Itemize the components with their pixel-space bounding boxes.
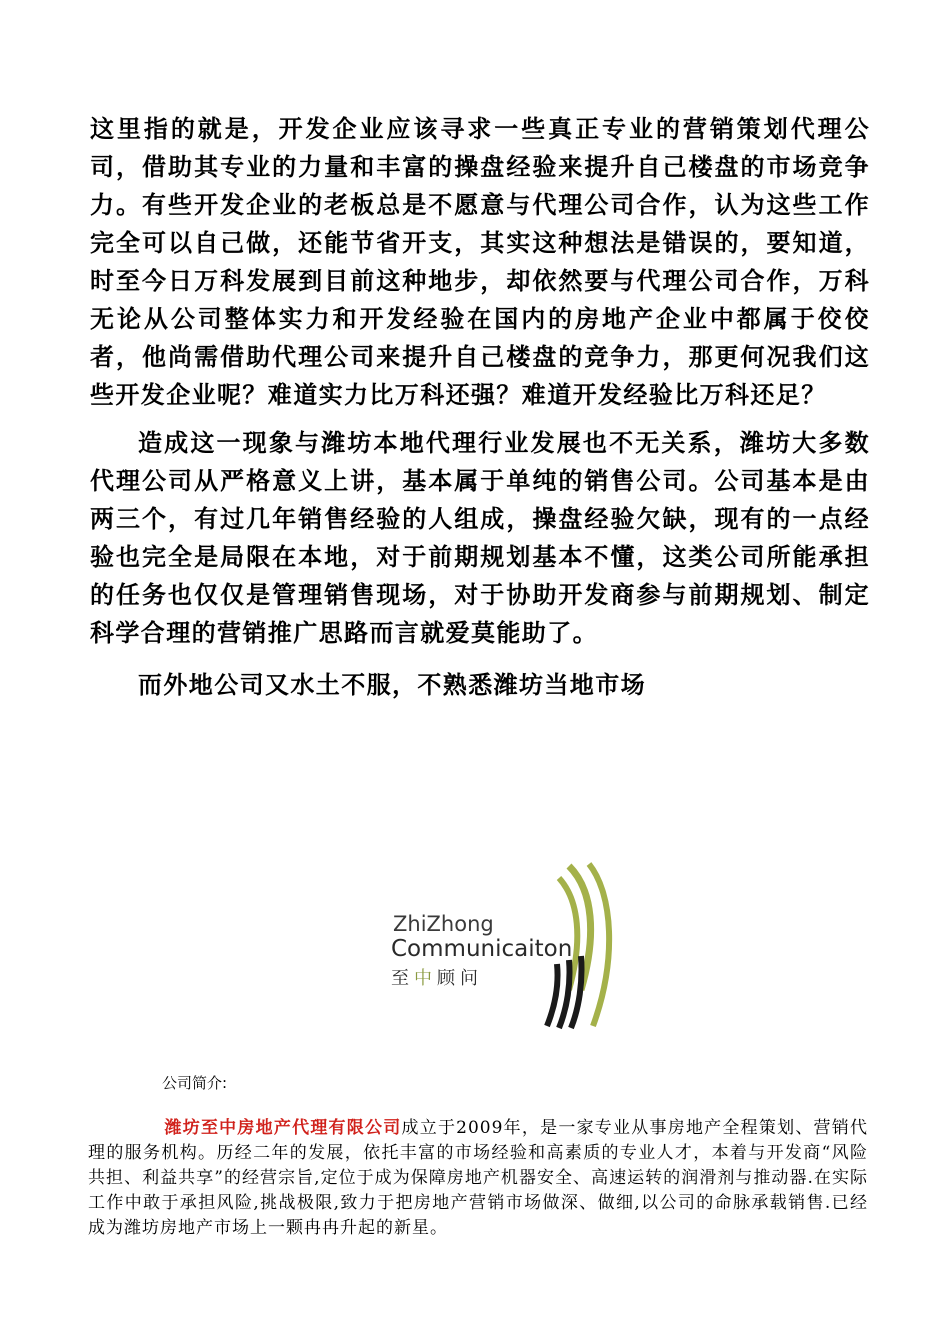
intro-heading: 公司简介: [162, 1074, 228, 1092]
company-name: 潍坊至中房地产代理有限公司 [164, 1118, 402, 1138]
intro-paragraph [88, 1116, 868, 1241]
logo-char-zhi: 至 [391, 968, 414, 989]
logo-text-chinese [391, 964, 483, 990]
intro-body: 成立于2009年，是一家专业从事房地产全程策划、营销代理的服务机构。历经二年的发展，依托丰富的市场经验和高素质的专业人才，本着与开发商“风险共担、利益共享”的经营宗旨,定位于成为保障房地产机器安全、高速运转的润滑剂与推动器.在实际工作中敢于承担风险,挑战极限,致力于把房地产营销市场做深、做细,以公司的命脉承载销售.已经成为潍坊房地产市场上一颗冉冉升起的新星。 [88, 1118, 869, 1238]
paragraph-3: 而外地公司又水土不服，不熟悉潍坊当地市场 [138, 670, 646, 699]
paragraph-1: 这里指的就是，开发企业应该寻求一些真正专业的营销策划代理公司，借助其专业的力量和丰富的操盘经验来提升自己楼盘的市场竞争力。有些开发企业的老板总是不愿意与代理公司合作，认为这些工作完全可以自己做，还能节省开支，其实这种想法是错误的，要知道，时至今日万科发展到目前这种地步，却依然要与代理公司合作，万科无论从公司整体实力和开发经验在国内的房地产企业中都属于佼佼者，他尚需借助代理公司来提升自己楼盘的竞争力，那更何况我们这些开发企业呢？难道实力比万科还强？难道开发经验比万科还足？ [90, 114, 870, 409]
paragraph-2: 造成这一现象与潍坊本地代理行业发展也不无关系，潍坊大多数代理公司从严格意义上讲，基本属于单纯的销售公司。公司基本是由两三个，有过几年销售经验的人组成，操盘经验欠缺，现有的一点经验也完全是局限在本地，对于前期规划基本不懂，这类公司所能承担的任务也仅仅是管理销售现场，对于协助开发商参与前期规划、制定科学合理的营销推广思路而言就爱莫能助了。 [90, 428, 870, 647]
company-logo [385, 860, 625, 1030]
main-body-text [90, 110, 870, 704]
logo-char-guwen: 顾问 [437, 968, 483, 989]
logo-char-zhong: 中 [414, 968, 437, 989]
logo-text-zhizhong: ZhiZhong [393, 912, 494, 936]
logo-text-communication: Communicaiton [391, 936, 573, 962]
